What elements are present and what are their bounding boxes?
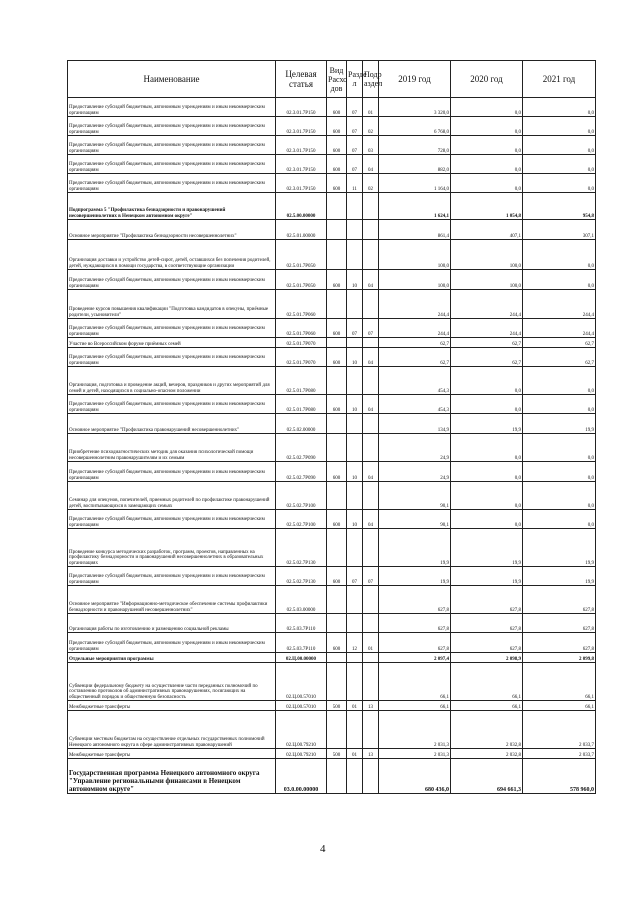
cell-2020: 19,9 xyxy=(451,567,523,586)
table-row xyxy=(68,240,596,270)
cell-name: Организация, подготовка и проведение акций, вечеров, праздников и других мероприятий для семей и детей, находящихся в социально-опасном положении xyxy=(68,367,276,395)
header-vid: Вид Расхо дов xyxy=(327,61,347,98)
cell-2019: 100,0 xyxy=(379,240,451,270)
cell-name: Предоставление субсидий бюджетным, автономным учреждениям и иным некоммерческим организациям xyxy=(68,395,276,414)
cell-name: Межбюджетные трансферты xyxy=(68,749,276,759)
header-razdel: Разде л xyxy=(347,61,363,98)
cell-razdel xyxy=(347,290,363,319)
table-row xyxy=(68,567,596,586)
table-row xyxy=(68,367,596,395)
cell-2021: 2 033,7 xyxy=(523,749,596,759)
cell-code: 02.3.01.7P150 xyxy=(276,174,327,193)
cell-name: Предоставление субсидий бюджетным, автономным учреждениям и иным некоммерческим организациям xyxy=(68,462,276,482)
cell-razdel: 07 xyxy=(347,155,363,174)
header-2020: 2020 год xyxy=(451,61,523,98)
cell-2019: 728,0 xyxy=(379,136,451,155)
cell-vid: 500 xyxy=(327,701,347,711)
cell-name: Предоставление субсидий бюджетным, автономным учреждениям и иным некоммерческим организациям xyxy=(68,633,276,653)
cell-vid xyxy=(327,614,347,633)
cell-vid xyxy=(327,240,347,270)
cell-2020: 2 032,8 xyxy=(451,711,523,749)
cell-2020: 0,0 xyxy=(451,510,523,529)
cell-name: Проведение конкурса методических разработок, программ, проектов, направленных на профилактику безнадзорности и правонарушений несовершеннолетних в образовательных организациях xyxy=(68,529,276,567)
cell-vid: 600 xyxy=(327,348,347,367)
header-name: Наименование xyxy=(68,61,276,98)
cell-vid xyxy=(327,653,347,663)
table-row xyxy=(68,586,596,614)
cell-2020: 627,8 xyxy=(451,586,523,614)
table-row xyxy=(68,711,596,749)
cell-podrazdel: 03 xyxy=(363,136,379,155)
cell-vid xyxy=(327,434,347,462)
cell-razdel xyxy=(347,367,363,395)
cell-2021: 19,9 xyxy=(523,567,596,586)
cell-name: Основное мероприятие "Информационно-методическое обеспечение системы профилактики безнадзорности и правонарушений несовершеннолетних" xyxy=(68,586,276,614)
cell-vid: 600 xyxy=(327,395,347,414)
cell-podrazdel: 13 xyxy=(363,749,379,759)
cell-2021: 627,8 xyxy=(523,614,596,633)
header-2019: 2019 год xyxy=(379,61,451,98)
cell-podrazdel: 02 xyxy=(363,117,379,136)
cell-code: 02.Ц.00.57010 xyxy=(276,701,327,711)
cell-vid: 600 xyxy=(327,155,347,174)
cell-podrazdel xyxy=(363,614,379,633)
cell-razdel: 10 xyxy=(347,348,363,367)
cell-code: 02.Ц.00.79210 xyxy=(276,749,327,759)
cell-razdel xyxy=(347,240,363,270)
cell-razdel xyxy=(347,338,363,348)
cell-name: Отдельные мероприятия программы xyxy=(68,653,276,663)
cell-2019: 244,4 xyxy=(379,290,451,319)
cell-vid: 600 xyxy=(327,174,347,193)
cell-podrazdel xyxy=(363,193,379,220)
cell-podrazdel xyxy=(363,434,379,462)
cell-2021: 19,9 xyxy=(523,414,596,434)
cell-podrazdel: 13 xyxy=(363,701,379,711)
cell-2019: 19,9 xyxy=(379,529,451,567)
cell-2019: 454,3 xyxy=(379,367,451,395)
cell-code: 02.5.02.7P100 xyxy=(276,510,327,529)
cell-2019: 680 436,0 xyxy=(379,759,451,794)
cell-razdel: 07 xyxy=(347,319,363,338)
cell-razdel xyxy=(347,220,363,240)
cell-podrazdel: 04 xyxy=(363,510,379,529)
cell-2019: 66,1 xyxy=(379,701,451,711)
cell-2020: 0,0 xyxy=(451,462,523,482)
cell-name: Предоставление субсидий бюджетным, автономным учреждениям и иным некоммерческим организациям xyxy=(68,155,276,174)
cell-vid xyxy=(327,663,347,701)
cell-vid: 600 xyxy=(327,462,347,482)
cell-vid xyxy=(327,586,347,614)
cell-name: Семинар для опекунов, попечителей, приемных родителей по профилактике правонарушений детей, воспитывающихся в замещающих семьях xyxy=(68,482,276,510)
cell-code: 02.Ц.00.57010 xyxy=(276,663,327,701)
cell-podrazdel: 02 xyxy=(363,174,379,193)
cell-podrazdel: 04 xyxy=(363,462,379,482)
cell-vid: 600 xyxy=(327,117,347,136)
cell-code: 02.5.01.7P080 xyxy=(276,395,327,414)
cell-name: Участие во Всероссийском форуме приёмных семей xyxy=(68,338,276,348)
cell-code: 02.5.01.7P080 xyxy=(276,367,327,395)
cell-code: 02.5.01.7P060 xyxy=(276,319,327,338)
table-row xyxy=(68,414,596,434)
cell-vid: 600 xyxy=(327,567,347,586)
cell-2021: 0,0 xyxy=(523,395,596,414)
cell-podrazdel xyxy=(363,711,379,749)
table-row xyxy=(68,270,596,290)
cell-code: 02.Ц.00.79210 xyxy=(276,711,327,749)
cell-2019: 454,3 xyxy=(379,395,451,414)
cell-razdel: 11 xyxy=(347,174,363,193)
table-row xyxy=(68,482,596,510)
cell-2020: 1 054,8 xyxy=(451,193,523,220)
cell-2020: 100,0 xyxy=(451,240,523,270)
table-row xyxy=(68,220,596,240)
cell-2019: 861,4 xyxy=(379,220,451,240)
table-row xyxy=(68,136,596,155)
cell-2021: 0,0 xyxy=(523,482,596,510)
cell-podrazdel xyxy=(363,529,379,567)
cell-code: 02.5.02.7P090 xyxy=(276,462,327,482)
cell-2020: 66,1 xyxy=(451,663,523,701)
table-row xyxy=(68,117,596,136)
cell-2021: 0,0 xyxy=(523,155,596,174)
cell-code: 02.3.01.7P150 xyxy=(276,136,327,155)
cell-code: 02.5.00.00000 xyxy=(276,193,327,220)
cell-2019: 100,0 xyxy=(379,270,451,290)
cell-name: Предоставление субсидий бюджетным, автономным учреждениям и иным некоммерческим организациям xyxy=(68,136,276,155)
table-row xyxy=(68,434,596,462)
table-row xyxy=(68,759,596,794)
cell-2021: 62,7 xyxy=(523,348,596,367)
cell-podrazdel: 07 xyxy=(363,567,379,586)
cell-2019: 627,8 xyxy=(379,586,451,614)
cell-podrazdel xyxy=(363,240,379,270)
cell-2019: 90,1 xyxy=(379,482,451,510)
cell-razdel: 07 xyxy=(347,567,363,586)
cell-2019: 19,9 xyxy=(379,567,451,586)
cell-podrazdel xyxy=(363,653,379,663)
cell-2021: 0,0 xyxy=(523,240,596,270)
cell-2020: 2 032,8 xyxy=(451,749,523,759)
cell-code: 02.5.02.7P100 xyxy=(276,482,327,510)
cell-2019: 244,4 xyxy=(379,319,451,338)
cell-razdel: 07 xyxy=(347,136,363,155)
cell-razdel xyxy=(347,711,363,749)
table-row xyxy=(68,338,596,348)
cell-name: Приобретение психодиагностических методик для оказания психологической помощи несовершеннолетним правонарушителям и их семьям xyxy=(68,434,276,462)
cell-razdel: 10 xyxy=(347,510,363,529)
cell-2020: 627,8 xyxy=(451,633,523,653)
cell-vid: 600 xyxy=(327,510,347,529)
cell-2019: 1 164,0 xyxy=(379,174,451,193)
cell-name: Субвенции местным бюджетам на осуществление отдельных государственных полномочий Ненецкого автономного округа в сфере административных правонарушений xyxy=(68,711,276,749)
cell-name: Государственная программа Ненецкого автономного округа "Управление региональными финансами в Ненецком автономном округе" xyxy=(68,759,276,794)
cell-razdel xyxy=(347,614,363,633)
cell-vid xyxy=(327,529,347,567)
cell-podrazdel: 04 xyxy=(363,155,379,174)
cell-2019: 3 320,0 xyxy=(379,98,451,117)
cell-vid xyxy=(327,711,347,749)
cell-podrazdel: 04 xyxy=(363,348,379,367)
cell-code: 02.5.02.7P130 xyxy=(276,529,327,567)
cell-2021: 66,1 xyxy=(523,701,596,711)
cell-vid xyxy=(327,482,347,510)
cell-razdel xyxy=(347,414,363,434)
cell-2019: 2 097,4 xyxy=(379,653,451,663)
table-row xyxy=(68,663,596,701)
cell-razdel xyxy=(347,586,363,614)
table-row xyxy=(68,290,596,319)
cell-name: Предоставление субсидий бюджетным, автономным учреждениям и иным некоммерческим организациям xyxy=(68,510,276,529)
cell-name: Предоставление субсидий бюджетным, автономным учреждениям и иным некоммерческим организациям xyxy=(68,348,276,367)
table-row xyxy=(68,510,596,529)
cell-2020: 0,0 xyxy=(451,367,523,395)
cell-2021: 0,0 xyxy=(523,434,596,462)
cell-2019: 627,8 xyxy=(379,633,451,653)
cell-podrazdel xyxy=(363,290,379,319)
cell-2020: 0,0 xyxy=(451,117,523,136)
cell-razdel xyxy=(347,663,363,701)
table-row xyxy=(68,462,596,482)
cell-code: 02.5.01.7P060 xyxy=(276,290,327,319)
cell-2019: 134,9 xyxy=(379,414,451,434)
cell-2020: 694 661,3 xyxy=(451,759,523,794)
cell-code: 02.5.01.7P070 xyxy=(276,348,327,367)
cell-name: Подпрограмма 5 "Профилактика безнадзорности и правонарушений несовершеннолетних в Ненецком автономном округе" xyxy=(68,193,276,220)
cell-2021: 0,0 xyxy=(523,117,596,136)
cell-razdel xyxy=(347,653,363,663)
cell-code: 02.5.01.7P050 xyxy=(276,240,327,270)
cell-2020: 0,0 xyxy=(451,155,523,174)
cell-2019: 627,8 xyxy=(379,614,451,633)
table-row xyxy=(68,633,596,653)
table-row xyxy=(68,319,596,338)
cell-code: 02.3.01.7P150 xyxy=(276,155,327,174)
cell-2020: 2 098,9 xyxy=(451,653,523,663)
cell-name: Проведение курсов повышения квалификации "Подготовка кандидатов в опекуны, приёмные родители, усыновители" xyxy=(68,290,276,319)
cell-razdel xyxy=(347,529,363,567)
cell-vid: 600 xyxy=(327,136,347,155)
table-row xyxy=(68,701,596,711)
cell-2020: 0,0 xyxy=(451,98,523,117)
budget-table xyxy=(67,60,596,794)
cell-vid: 600 xyxy=(327,319,347,338)
cell-code: 02.5.03.00000 xyxy=(276,586,327,614)
cell-podrazdel: 01 xyxy=(363,98,379,117)
cell-code: 02.5.01.7P070 xyxy=(276,338,327,348)
table-row xyxy=(68,614,596,633)
cell-2021: 307,1 xyxy=(523,220,596,240)
table-row xyxy=(68,395,596,414)
cell-vid xyxy=(327,367,347,395)
cell-2020: 407,1 xyxy=(451,220,523,240)
cell-podrazdel xyxy=(363,367,379,395)
cell-razdel: 10 xyxy=(347,395,363,414)
cell-2021: 627,8 xyxy=(523,586,596,614)
cell-2021: 0,0 xyxy=(523,98,596,117)
cell-code: 02.5.03.7P110 xyxy=(276,633,327,653)
table-header-row xyxy=(68,61,596,98)
cell-vid xyxy=(327,414,347,434)
cell-razdel: 01 xyxy=(347,701,363,711)
cell-2019: 1 624,1 xyxy=(379,193,451,220)
cell-vid xyxy=(327,338,347,348)
table-row xyxy=(68,529,596,567)
cell-name: Организация работы по изготовлению и размещению социальной рекламы xyxy=(68,614,276,633)
cell-code: 03.0.00.00000 xyxy=(276,759,327,794)
cell-name: Предоставление субсидий бюджетным, автономным учреждениям и иным некоммерческим организациям xyxy=(68,567,276,586)
cell-2021: 954,8 xyxy=(523,193,596,220)
table-row xyxy=(68,749,596,759)
cell-razdel: 07 xyxy=(347,117,363,136)
cell-razdel xyxy=(347,193,363,220)
cell-code: 02.5.02.7P130 xyxy=(276,567,327,586)
table-row xyxy=(68,653,596,663)
cell-razdel xyxy=(347,482,363,510)
cell-podrazdel: 07 xyxy=(363,319,379,338)
table-row xyxy=(68,155,596,174)
cell-razdel: 07 xyxy=(347,98,363,117)
cell-vid: 600 xyxy=(327,633,347,653)
header-podrazdel: Подр аздел xyxy=(363,61,379,98)
cell-podrazdel xyxy=(363,759,379,794)
cell-code: 02.5.01.00000 xyxy=(276,220,327,240)
cell-2020: 0,0 xyxy=(451,434,523,462)
cell-2020: 0,0 xyxy=(451,395,523,414)
cell-name: Предоставление субсидий бюджетным, автономным учреждениям и иным некоммерческим организациям xyxy=(68,117,276,136)
cell-code: 02.5.01.7P050 xyxy=(276,270,327,290)
cell-2021: 627,8 xyxy=(523,633,596,653)
cell-2019: 24,9 xyxy=(379,462,451,482)
cell-2019: 90,1 xyxy=(379,510,451,529)
cell-name: Организация доставки и устройство детей-сирот, детей, оставшихся без попечения родителей, детей, нуждающихся в помощи государства, в соответствующие организации xyxy=(68,240,276,270)
cell-code: 02.Ц.00.00000 xyxy=(276,653,327,663)
table-row xyxy=(68,98,596,117)
cell-razdel: 10 xyxy=(347,270,363,290)
table-row xyxy=(68,348,596,367)
cell-2020: 627,8 xyxy=(451,614,523,633)
cell-podrazdel xyxy=(363,220,379,240)
cell-2020: 62,7 xyxy=(451,338,523,348)
cell-2019: 62,7 xyxy=(379,338,451,348)
cell-2019: 66,1 xyxy=(379,663,451,701)
cell-podrazdel: 04 xyxy=(363,395,379,414)
cell-vid xyxy=(327,290,347,319)
cell-2021: 0,0 xyxy=(523,136,596,155)
cell-name: Предоставление субсидий бюджетным, автономным учреждениям и иным некоммерческим организациям xyxy=(68,270,276,290)
cell-2020: 66,1 xyxy=(451,701,523,711)
cell-2021: 62,7 xyxy=(523,338,596,348)
cell-vid: 600 xyxy=(327,98,347,117)
cell-name: Предоставление субсидий бюджетным, автономным учреждениям и иным некоммерческим организациям xyxy=(68,174,276,193)
cell-podrazdel: 04 xyxy=(363,270,379,290)
cell-name: Основное мероприятие "Профилактика правонарушений несовершеннолетних" xyxy=(68,414,276,434)
cell-name: Основное мероприятие "Профилактика безнадзорности несовершеннолетних" xyxy=(68,220,276,240)
cell-2020: 19,9 xyxy=(451,414,523,434)
header-code: Целевая статья xyxy=(276,61,327,98)
cell-razdel: 01 xyxy=(347,749,363,759)
cell-code: 02.5.03.7P110 xyxy=(276,614,327,633)
cell-2020: 0,0 xyxy=(451,174,523,193)
page-number: 4 xyxy=(320,843,326,855)
cell-2021: 578 960,0 xyxy=(523,759,596,794)
cell-2020: 244,4 xyxy=(451,319,523,338)
cell-2021: 0,0 xyxy=(523,270,596,290)
cell-2019: 2 031,3 xyxy=(379,711,451,749)
cell-2020: 0,0 xyxy=(451,482,523,510)
cell-2019: 6 768,0 xyxy=(379,117,451,136)
cell-2019: 62,7 xyxy=(379,348,451,367)
cell-code: 02.5.02.00000 xyxy=(276,414,327,434)
cell-2019: 2 031,3 xyxy=(379,749,451,759)
cell-podrazdel xyxy=(363,338,379,348)
cell-name: Предоставление субсидий бюджетным, автономным учреждениям и иным некоммерческим организациям xyxy=(68,98,276,117)
cell-vid: 600 xyxy=(327,270,347,290)
cell-podrazdel xyxy=(363,663,379,701)
cell-podrazdel xyxy=(363,482,379,510)
cell-podrazdel xyxy=(363,586,379,614)
cell-podrazdel: 01 xyxy=(363,633,379,653)
cell-2020: 62,7 xyxy=(451,348,523,367)
cell-vid xyxy=(327,759,347,794)
cell-2021: 0,0 xyxy=(523,174,596,193)
table-row xyxy=(68,174,596,193)
cell-2021: 244,4 xyxy=(523,290,596,319)
cell-2020: 100,0 xyxy=(451,270,523,290)
cell-razdel: 10 xyxy=(347,462,363,482)
cell-name: Субвенции федеральному бюджету на осуществление части переданных полномочий по составлению протоколов об административных правонарушениях, посягающих на общественный порядок и общественную безопасность xyxy=(68,663,276,701)
cell-code: 02.3.01.7P150 xyxy=(276,117,327,136)
cell-2019: 24,9 xyxy=(379,434,451,462)
cell-2021: 2 033,7 xyxy=(523,711,596,749)
cell-razdel: 12 xyxy=(347,633,363,653)
cell-2020: 19,9 xyxy=(451,529,523,567)
cell-vid xyxy=(327,193,347,220)
cell-2020: 244,4 xyxy=(451,290,523,319)
cell-code: 02.3.01.7P150 xyxy=(276,98,327,117)
cell-2021: 0,0 xyxy=(523,510,596,529)
table-row xyxy=(68,193,596,220)
cell-2021: 244,4 xyxy=(523,319,596,338)
cell-podrazdel xyxy=(363,414,379,434)
cell-vid: 500 xyxy=(327,749,347,759)
cell-razdel xyxy=(347,759,363,794)
cell-vid xyxy=(327,220,347,240)
cell-2021: 0,0 xyxy=(523,462,596,482)
cell-2021: 19,9 xyxy=(523,529,596,567)
cell-2021: 66,1 xyxy=(523,663,596,701)
cell-2021: 0,0 xyxy=(523,367,596,395)
header-2021: 2021 год xyxy=(523,61,596,98)
cell-2019: 882,0 xyxy=(379,155,451,174)
cell-2021: 2 099,8 xyxy=(523,653,596,663)
cell-razdel xyxy=(347,434,363,462)
cell-name: Межбюджетные трансферты xyxy=(68,701,276,711)
cell-code: 02.5.02.7P090 xyxy=(276,434,327,462)
cell-2020: 0,0 xyxy=(451,136,523,155)
cell-name: Предоставление субсидий бюджетным, автономным учреждениям и иным некоммерческим организациям xyxy=(68,319,276,338)
